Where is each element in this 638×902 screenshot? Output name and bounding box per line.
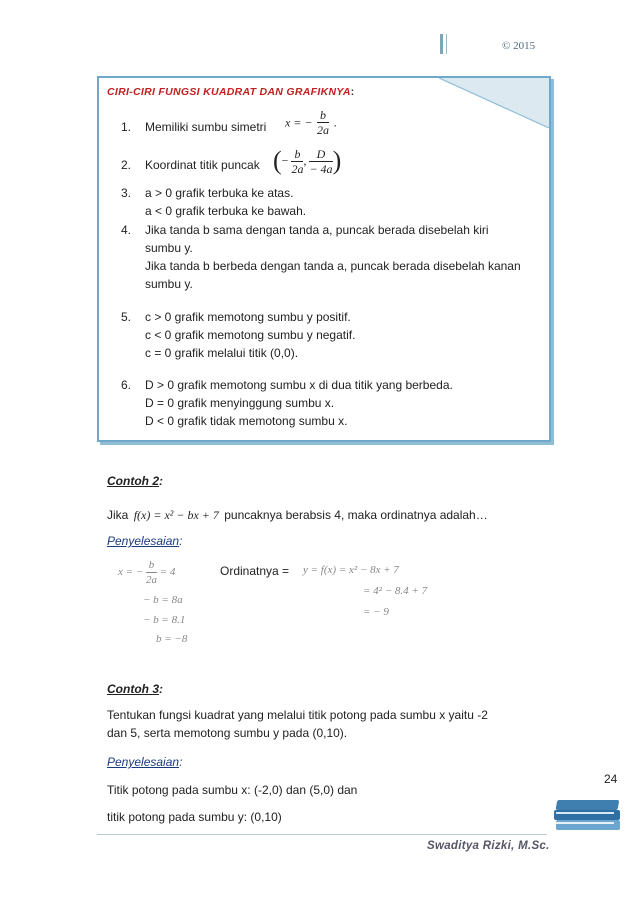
- item-6-text: [145, 376, 453, 430]
- contoh-3-question: [107, 706, 547, 742]
- solution-label: Penyelesaian: [107, 755, 180, 769]
- item-line: D = 0 grafik menyinggung sumbu x.: [145, 396, 335, 410]
- item-line: sumbu y.: [145, 277, 193, 291]
- paren-left: (: [273, 146, 282, 175]
- box-title: [107, 86, 355, 98]
- frac-den: − 4a: [309, 161, 333, 176]
- item-4-text: [145, 221, 521, 293]
- item-number: 4.: [121, 223, 132, 237]
- item-5-text: [145, 308, 355, 362]
- item-line: c < 0 grafik memotong sumbu y negatif.: [145, 328, 356, 342]
- left-derivation: [118, 558, 175, 587]
- item-3: [121, 184, 131, 202]
- solution-line-2: titik potong pada sumbu y: (0,10): [107, 810, 282, 824]
- ordinate-label: Ordinatnya =: [220, 564, 290, 578]
- footer-divider: [97, 834, 547, 835]
- fraction: [146, 558, 157, 587]
- frac-num: b: [291, 147, 303, 162]
- item-5: [121, 308, 131, 326]
- deriv-step-2: − b = 8.1: [143, 614, 186, 626]
- item-number: 3.: [121, 186, 132, 200]
- formula-end: .: [333, 115, 337, 130]
- item-number: 5.: [121, 310, 132, 324]
- contoh-2-title: Contoh 2: [107, 474, 159, 488]
- ordinate-step-1: y = f(x) = x² − 8x + 7: [303, 564, 399, 576]
- frac-num: b: [317, 108, 329, 123]
- item-1: [121, 118, 131, 136]
- solution-colon: :: [179, 755, 183, 769]
- page-number: 24: [604, 772, 618, 786]
- paren-right: ): [332, 146, 342, 175]
- deriv-line: = 4: [159, 566, 176, 579]
- frac-den: 2a: [291, 161, 304, 176]
- item-line: D > 0 grafik memotong sumbu x di dua titik yang berbeda.: [145, 378, 453, 392]
- contoh-2-heading: [107, 474, 163, 488]
- solution-colon: :: [179, 534, 183, 548]
- frac-num: D: [309, 147, 332, 162]
- solution-line-1: Titik potong pada sumbu x: (-2,0) dan (5,0) dan: [107, 783, 358, 797]
- contoh-3-heading: [107, 682, 163, 696]
- contoh-3-solution-label: [107, 755, 182, 769]
- item-number: 1.: [121, 120, 132, 134]
- item-line: a < 0 grafik terbuka ke bawah.: [145, 204, 307, 218]
- header-divider-thin: [446, 34, 447, 54]
- corner-decoration: [439, 78, 549, 128]
- frac-den: 2a: [316, 123, 329, 137]
- item-line: c > 0 grafik memotong sumbu y positif.: [145, 310, 351, 324]
- fraction: [309, 147, 332, 176]
- item-6: [121, 376, 131, 394]
- item-3-text: [145, 184, 306, 220]
- deriv-line: x = −: [118, 566, 144, 579]
- item-1-text: [145, 118, 266, 136]
- item-line: c = 0 grafik melalui titik (0,0).: [145, 346, 299, 360]
- item-number: 2.: [121, 158, 132, 172]
- question-line: dan 5, serta memotong sumbu y pada (0,10).: [107, 726, 348, 740]
- contoh-2-question: [107, 506, 488, 524]
- characteristics-box: [97, 76, 551, 442]
- minus-sign: −: [281, 153, 289, 168]
- question-suffix: puncaknya berabsis 4, maka ordinatnya adalah…: [224, 508, 488, 522]
- question-prefix: Jika: [107, 508, 129, 522]
- formula-x: x = −: [285, 115, 313, 130]
- deriv-step-3: b = −8: [156, 633, 188, 645]
- item-2: [121, 156, 131, 174]
- item-2-label: Koordinat titik puncak: [145, 158, 260, 172]
- item-line: D < 0 grafik tidak memotong sumbu x.: [145, 414, 348, 428]
- item-line: Jika tanda b berbeda dengan tanda a, puncak berada disebelah kanan: [145, 259, 521, 273]
- frac-den: 2a: [145, 574, 157, 586]
- item-2-text: [145, 156, 260, 174]
- deriv-step-1: − b = 8a: [143, 594, 183, 606]
- ordinate-step-2: = 4² − 8.4 + 7: [363, 585, 428, 597]
- fraction: [317, 108, 329, 137]
- frac-num: b: [146, 558, 157, 573]
- books-icon: [550, 796, 630, 832]
- box-title-text: CIRI-CIRI FUNGSI KUADRAT DAN GRAFIKNYA: [107, 86, 351, 98]
- ordinate-step-3: = − 9: [363, 606, 389, 618]
- item-1-label: Memiliki sumbu simetri: [145, 120, 267, 134]
- item-line: Jika tanda b sama dengan tanda a, puncak berada disebelah kiri: [145, 223, 489, 237]
- solution-label: Penyelesaian: [107, 534, 180, 548]
- item-2-formula: [273, 146, 341, 176]
- item-1-formula: [285, 108, 337, 137]
- header-year: © 2015: [502, 40, 536, 52]
- contoh-3-title: Contoh 3: [107, 682, 159, 696]
- item-4: [121, 221, 131, 239]
- contoh-2-colon: :: [159, 474, 163, 488]
- box-title-colon: :: [350, 86, 355, 98]
- item-number: 6.: [121, 378, 132, 392]
- header-divider: [440, 34, 443, 54]
- question-line: Tentukan fungsi kuadrat yang melalui titik potong pada sumbu x yaitu -2: [107, 708, 488, 722]
- item-line: a > 0 grafik terbuka ke atas.: [145, 186, 294, 200]
- fraction: [291, 147, 303, 176]
- item-line: sumbu y.: [145, 241, 193, 255]
- author-name: Swaditya Rizki, M.Sc.: [427, 840, 550, 852]
- question-formula: f(x) = x² − bx + 7: [133, 508, 219, 522]
- comma: ,: [303, 153, 307, 168]
- contoh-2-solution-label: [107, 534, 182, 548]
- contoh-3-colon: :: [159, 682, 163, 696]
